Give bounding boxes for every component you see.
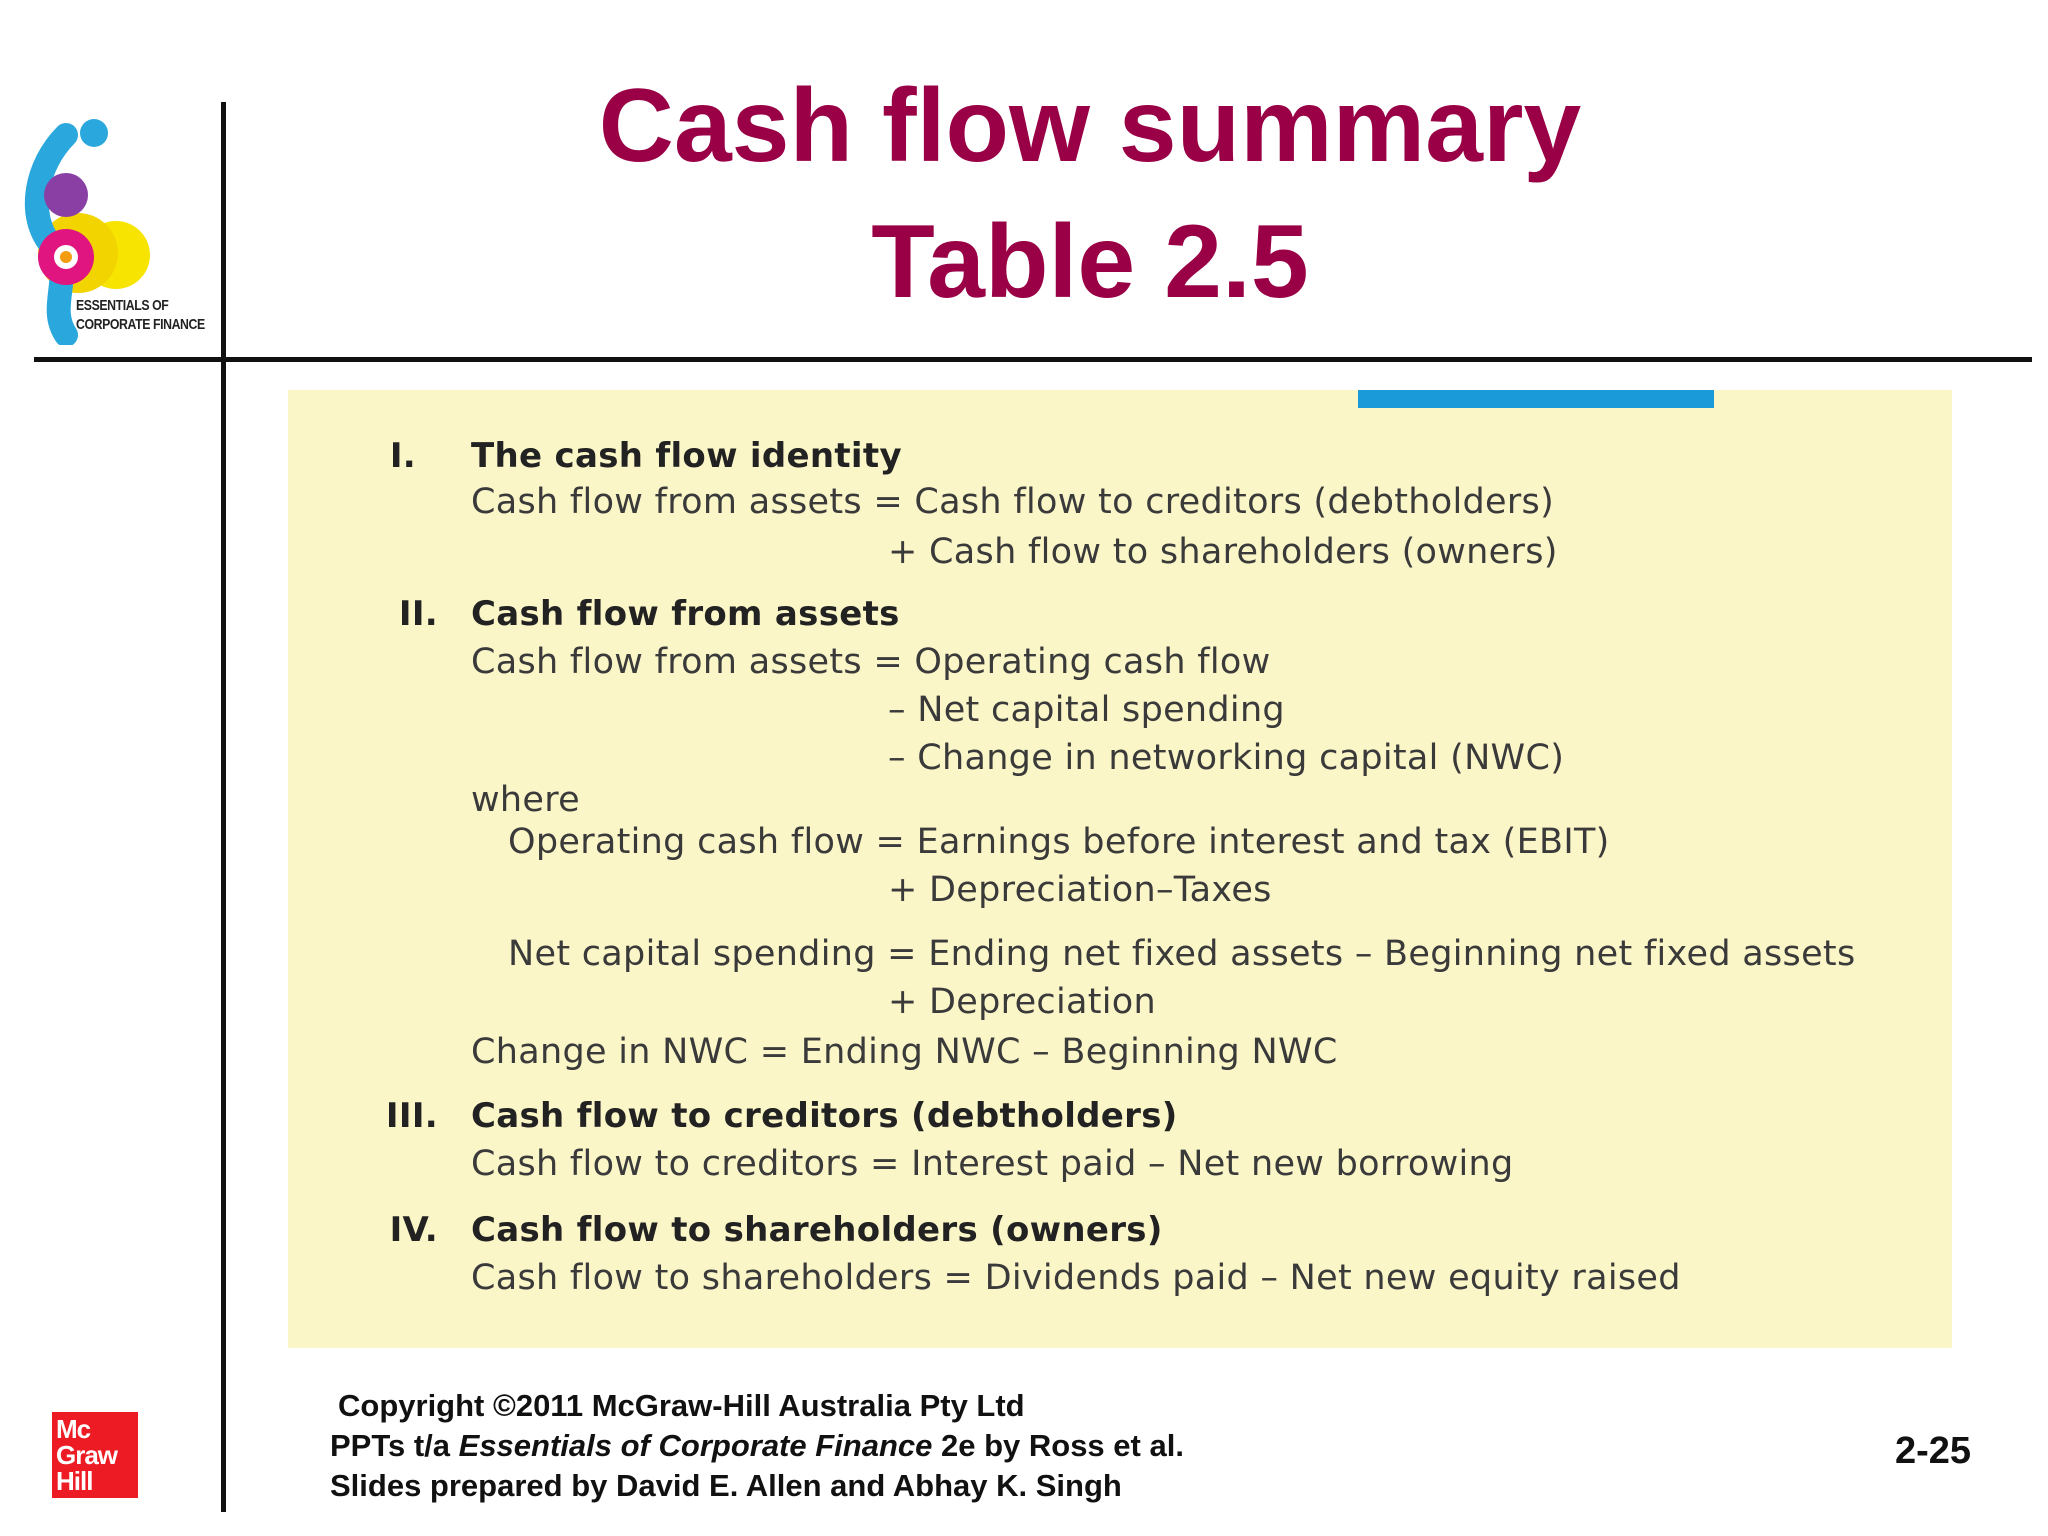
accent-bar [1358, 390, 1714, 408]
footer-book-credit [330, 1426, 1184, 1466]
table-line: + Depreciation–Taxes [888, 870, 1272, 910]
table-line: Change in NWC = Ending NWC – Beginning NWC [471, 1032, 1338, 1072]
table-line: – Net capital spending [888, 690, 1285, 730]
book-logo-line2: CORPORATE FINANCE [76, 316, 205, 333]
mcgraw-hill-logo-line2: Graw [56, 1440, 118, 1470]
section-numeral: III. [385, 1096, 438, 1136]
table-line: Cash flow to creditors = Interest paid – Net new borrowing [471, 1144, 1514, 1184]
section-heading: Cash flow from assets [471, 594, 900, 634]
book-logo-line1: ESSENTIALS OF [76, 297, 169, 314]
footer-book-title: Essentials of Corporate Finance [458, 1428, 933, 1463]
section-heading: Cash flow to creditors (debtholders) [471, 1096, 1178, 1136]
table-line: Cash flow from assets = Operating cash flow [471, 642, 1271, 682]
slide-title: Cash flow summary [598, 68, 1582, 184]
page-number: 2-25 [1895, 1430, 1972, 1472]
mcgraw-hill-logo [52, 1412, 138, 1498]
section-numeral: II. [398, 594, 438, 634]
table-line: Cash flow from assets = Cash flow to creditors (debtholders) [471, 482, 1555, 522]
table-line: where [471, 780, 580, 820]
table-line: + Cash flow to shareholders (owners) [888, 532, 1558, 572]
table-line: + Depreciation [888, 982, 1156, 1022]
horizontal-rule [34, 357, 2032, 362]
section-numeral: IV. [389, 1210, 438, 1250]
footer-copyright: Copyright ©2011 McGraw-Hill Australia Pty Ltd [338, 1388, 1025, 1423]
slide-subtitle: Table 2.5 [871, 204, 1309, 320]
section-heading: The cash flow identity [471, 436, 902, 476]
book-logo-text [76, 296, 205, 334]
footer-book-prefix: PPTs t/a [330, 1428, 459, 1463]
section-numeral: I. [389, 436, 416, 476]
vertical-rule [221, 102, 226, 1512]
footer-book-suffix: 2e by Ross et al. [932, 1428, 1184, 1463]
table-line: Net capital spending = Ending net fixed assets – Beginning net fixed assets [508, 934, 1856, 974]
table-line: Operating cash flow = Earnings before interest and tax (EBIT) [508, 822, 1610, 862]
table-line: – Change in networking capital (NWC) [888, 738, 1565, 778]
table-line: Cash flow to shareholders = Dividends paid – Net new equity raised [471, 1258, 1681, 1298]
mcgraw-hill-logo-line1: Mc [56, 1414, 91, 1444]
footer-authors: Slides prepared by David E. Allen and Abhay K. Singh [330, 1468, 1122, 1503]
mcgraw-hill-logo-line3: Hill [56, 1466, 93, 1496]
section-heading: Cash flow to shareholders (owners) [471, 1210, 1163, 1250]
